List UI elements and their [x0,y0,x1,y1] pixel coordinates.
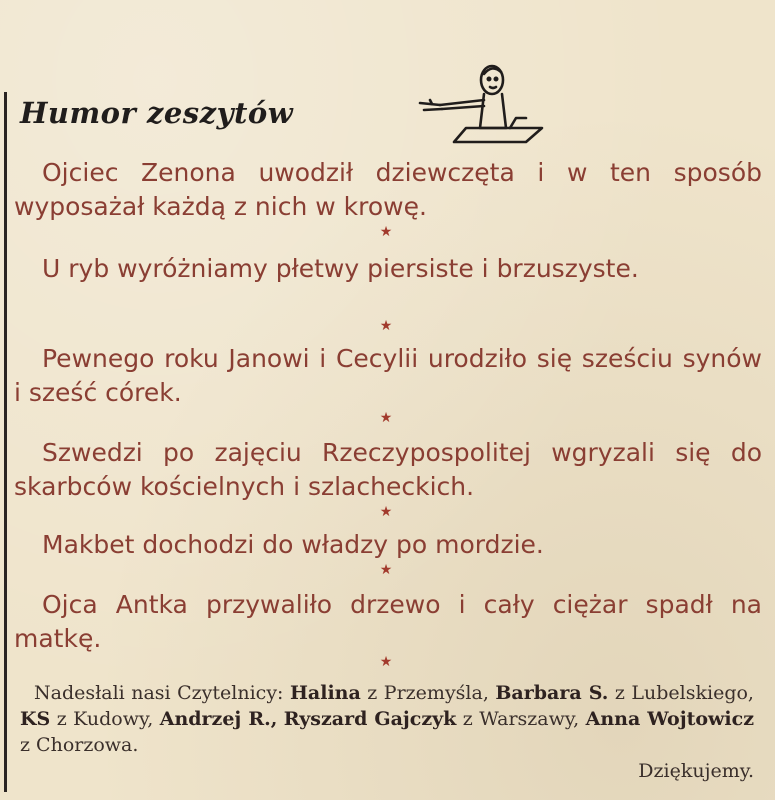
joke-text: Makbet dochodzi do władzy po mordzie. [42,530,544,559]
star-separator: ★ [379,224,393,240]
contributor-place: z Kudowy, [56,708,154,730]
contributor-place: z Przemyśla, [367,682,489,704]
thanks-note: Dziękujemy. [638,760,754,782]
contributor-name: Halina [289,682,361,704]
joke-paragraph-2 [14,252,762,286]
contributor-name: Barbara S. [495,682,609,704]
pointing-figure-icon [410,58,550,150]
joke-paragraph-3 [14,342,762,410]
joke-paragraph-1 [14,156,762,224]
contributor-name: Ryszard Gajczyk [283,708,457,730]
joke-text: Ojciec Zenona uwodził dziewczęta i w ten sposób wyposażał każdą z nich w krowę. [14,158,762,221]
joke-paragraph-6 [14,588,762,656]
joke-paragraph-5 [14,528,762,562]
joke-text: U ryb wyróżniamy płetwy piersiste i brzuszyste. [42,254,639,283]
joke-text: Pewnego roku Janowi i Cecylii urodziło się sześciu synów i sześć córek. [14,344,762,407]
star-separator: ★ [379,562,393,578]
contributor-place: z Lubelskiego, [614,682,754,704]
contributor-name: Andrzej R., [159,708,278,730]
contributor-name: Anna Wojtowicz [585,708,754,730]
star-separator: ★ [379,410,393,426]
credits-intro: Nadesłali nasi Czytelnicy: [34,682,284,704]
contributor-place: z Chorzowa. [20,734,139,756]
contributor-name: KS [20,708,51,730]
joke-text: Ojca Antka przywaliło drzewo i cały ciężar spadł na matkę. [14,590,762,653]
reader-credits [20,680,754,784]
column-rule [4,92,7,792]
joke-paragraph-4 [14,436,762,504]
contributor-place: z Warszawy, [462,708,580,730]
star-separator: ★ [379,654,393,670]
star-separator: ★ [379,504,393,520]
joke-text: Szwedzi po zajęciu Rzeczypospolitej wgryzali się do skarbców kościelnych i szlacheckich. [14,438,762,501]
star-separator: ★ [379,318,393,334]
credits-line [20,680,754,758]
column-heading: Humor zeszytów [20,96,294,130]
